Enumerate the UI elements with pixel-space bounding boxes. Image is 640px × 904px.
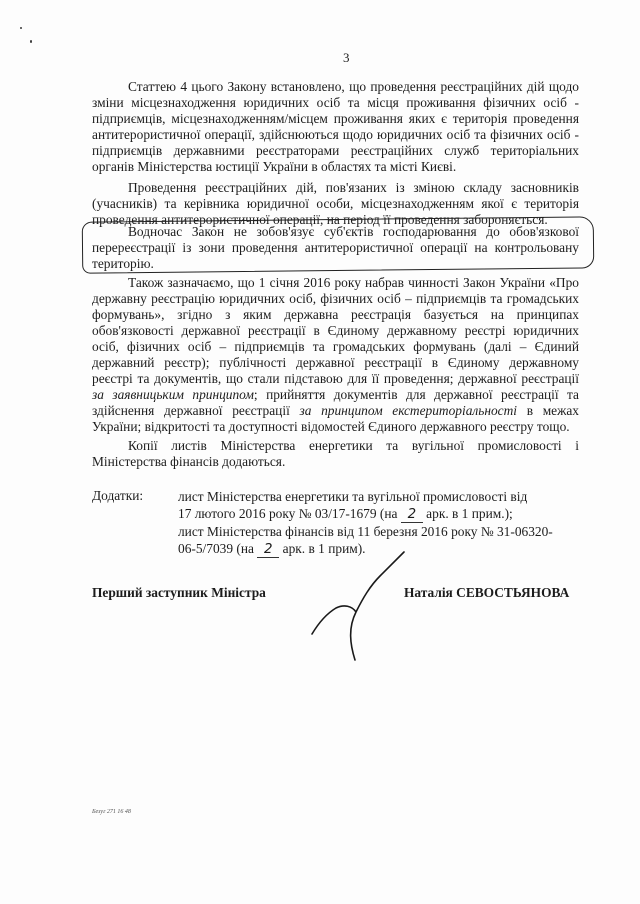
attachment-line [178, 505, 578, 523]
page-number: 3 [343, 50, 350, 65]
signer-position: Перший заступник Міністра [92, 585, 266, 600]
attachment-line: лист Міністерства фінансів від 11 березня 2016 року № 31-06320- [178, 524, 553, 539]
text-line: підприємців, місцезнаходженням/місцем проживання яких є територія проведення [92, 111, 579, 126]
text-line [92, 339, 579, 355]
text-line: Статтею 4 цього Закону встановлено, що проведення реєстраційних дій щодо [128, 79, 579, 94]
text-fragment: реєстрі та документів, що стали підставою для її проведення; державної реєстрації [92, 371, 579, 386]
footer-code: Безуг 271 16 48 [92, 809, 131, 815]
text-line [92, 275, 579, 291]
text-line: Проведення реєстраційних дій, пов'язаних із зміною складу засновників [128, 180, 579, 195]
paragraph-no-obligation-reregistration [92, 224, 579, 272]
text-line [92, 371, 579, 387]
scan-speck [20, 27, 22, 29]
text-line [92, 403, 579, 419]
text-line: проведення антитерористичної операції, на період її проведення забороняється. [92, 212, 548, 227]
text-line: територію. [92, 256, 154, 271]
text-line [92, 387, 579, 403]
italic-phrase: за заявницьким принципом [92, 387, 254, 402]
italic-phrase: за принципом екстериторіальності [299, 403, 518, 418]
attachments-label: Додатки: [92, 488, 144, 503]
text-line: перереєстрації із зони проведення антитерористичної операції на контрольовану [92, 240, 579, 255]
text-line: Копії листів Міністерства енергетики та вугільної промисловості і [128, 438, 579, 453]
text-line: антитерористичної операції, здійснюються щодо юридичних осіб та фізичних осіб - [92, 127, 579, 142]
text-line: Водночас Закон не зобов'язує суб'єктів господарювання до обов'язкової [128, 224, 579, 239]
text-line: (учасників) та керівника юридичної особи, місцезнаходженням якої є територія [92, 196, 579, 211]
text-line [92, 355, 579, 371]
text-fragment: державний реєстр); публічності державної реєстрації в Єдиному державному [92, 355, 579, 370]
text-fragment: ; прийняття документів для державної реєстрації та [253, 387, 580, 402]
text-fragment: осіб, фізичних осіб – підприємців та громадських формувань (далі – Єдиний [92, 339, 579, 354]
signer-name: Наталія СЕВОСТЬЯНОВА [404, 585, 570, 600]
attachment-text: арк. в 1 прим). [279, 541, 366, 556]
text-fragment: Також зазначаємо, що 1 січня 2016 року набрав чинності Закон України «Про [128, 275, 579, 290]
text-line: зміни місцезнаходження юридичних осіб та місця проживання фізичних осіб - [92, 95, 579, 110]
text-fragment: в межах [517, 403, 579, 418]
handwritten-sheet-count: 2 [257, 543, 279, 558]
scan-speck [30, 40, 32, 43]
text-fragment: здійснення державної реєстрації [92, 403, 300, 418]
text-fragment: державну реєстрацію юридичних осіб, фізичних осіб – підприємців та громадських [92, 291, 579, 306]
text-line [92, 323, 579, 339]
attachment-text: 17 лютого 2016 року № 03/17-1679 (на [178, 506, 401, 521]
paragraph-registration-location [92, 79, 579, 175]
text-fragment: обов'язковості державної реєстрації в Єдиному державному реєстрі юридичних [92, 323, 579, 338]
paragraph-new-law-principles [92, 275, 579, 435]
handwritten-sheet-count: 2 [401, 508, 423, 523]
paragraph-copies-attached [92, 438, 579, 470]
text-line: Міністерства фінансів додаються. [92, 454, 286, 469]
attachment-line: лист Міністерства енергетики та вугільної промисловості від [178, 489, 528, 504]
text-fragment: України; відкритості та доступності відомостей Єдиного державного реєстру тощо. [92, 419, 570, 434]
text-fragment: формувань», згідно з яким державна реєстрація базується на принципах [92, 307, 579, 322]
handwritten-signature [300, 548, 410, 668]
text-line [92, 419, 579, 435]
attachment-text: арк. в 1 прим.); [422, 506, 513, 521]
text-line [92, 291, 579, 307]
text-line: органів Міністерства юстиції України в областях та місті Києві. [92, 159, 457, 174]
text-line: підприємців державними реєстраторами реєстраційних служб територіальних [92, 143, 579, 158]
text-line [92, 307, 579, 323]
attachment-text: 06-5/7039 (на [178, 541, 258, 556]
